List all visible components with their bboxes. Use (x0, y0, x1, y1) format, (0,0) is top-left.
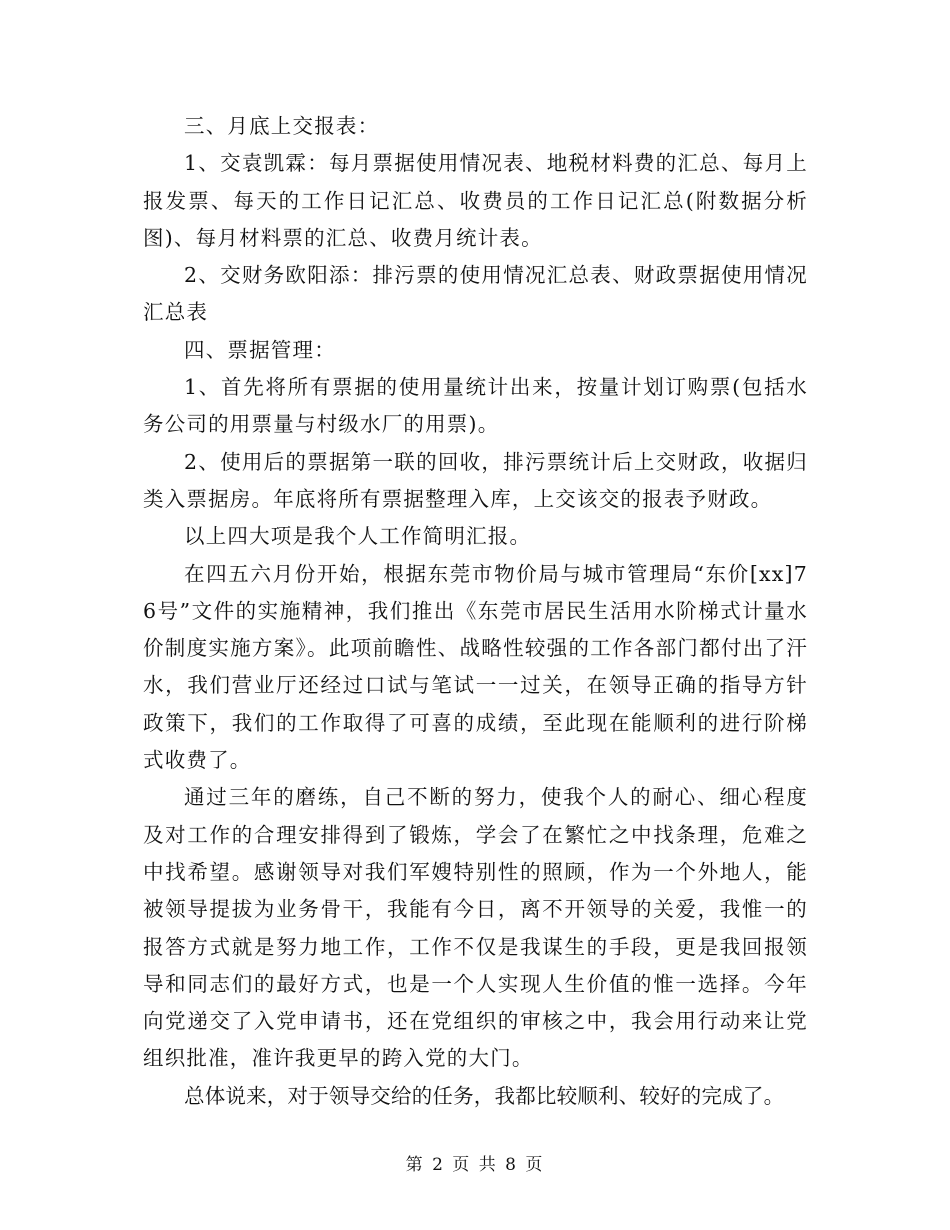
paragraph-overall: 总体说来，对于领导交给的任务，我都比较顺利、较好的完成了。 (184, 1083, 785, 1108)
page-number-footer: 第 2 页 共 8 页 (405, 1155, 545, 1175)
paragraph-three-years: 通过三年的磨练，自己不断的努力，使我个人的耐心、细心程度及对工作的合理安排得到了锻炼，学会了在繁忙之中找条理，危难之中找希望。感谢领导对我们军嫂特别性的照顾，作为一个外地人，能被领导提拔为业务骨干，我能有今日，离不开领导的关爱，我惟一的报答方式就是努力地工作，工作不仅是我谋生的手段，更是我回报领导和同志们的最好方式，也是一个人实现人生价值的惟一选择。今年向党递交了入党申请书，还在党组织的审核之中，我会用行动来让党组织批准，准许我更早的跨入党的大门。 (143, 785, 808, 1071)
heading-section-four: 四、票据管理： (184, 337, 336, 362)
paragraph-tiered-pricing: 在四五六月份开始，根据东莞市物价局与城市管理局“东价[xx]76号”文件的实施精神，我们推出《东莞市居民生活用水阶梯式计量水价制度实施方案》。此项前瞻性、战略性较强的工作各部门都付出了汗水，我们营业厅还经过口试与笔试一一过关，在领导正确的指导方针政策下，我们的工作取得了可喜的成绩，至此现在能顺利的进行阶梯式收费了。 (143, 561, 808, 773)
paragraph-ticket-item-2: 2、使用后的票据第一联的回收，排污票统计后上交财政，收据归类入票据房。年底将所有票据整理入库，上交该交的报表予财政。 (143, 449, 808, 511)
paragraph-summary-line: 以上四大项是我个人工作简明汇报。 (184, 524, 532, 549)
paragraph-ticket-item-1: 1、首先将所有票据的使用量统计出来，按量计划订购票(包括水务公司的用票量与村级水厂的用票)。 (143, 375, 808, 437)
heading-section-three: 三、月底上交报表： (184, 114, 380, 138)
paragraph-report-item-2: 2、交财务欧阳添：排污票的使用情况汇总表、财政票据使用情况汇总表 (143, 263, 808, 325)
paragraph-report-item-1: 1、交袁凯霖：每月票据使用情况表、地税材料费的汇总、每月上报发票、每天的工作日记汇总、收费员的工作日记汇总(附数据分析图)、每月材料票的汇总、收费月统计表。 (143, 151, 808, 250)
document-body (143, 108, 808, 1115)
